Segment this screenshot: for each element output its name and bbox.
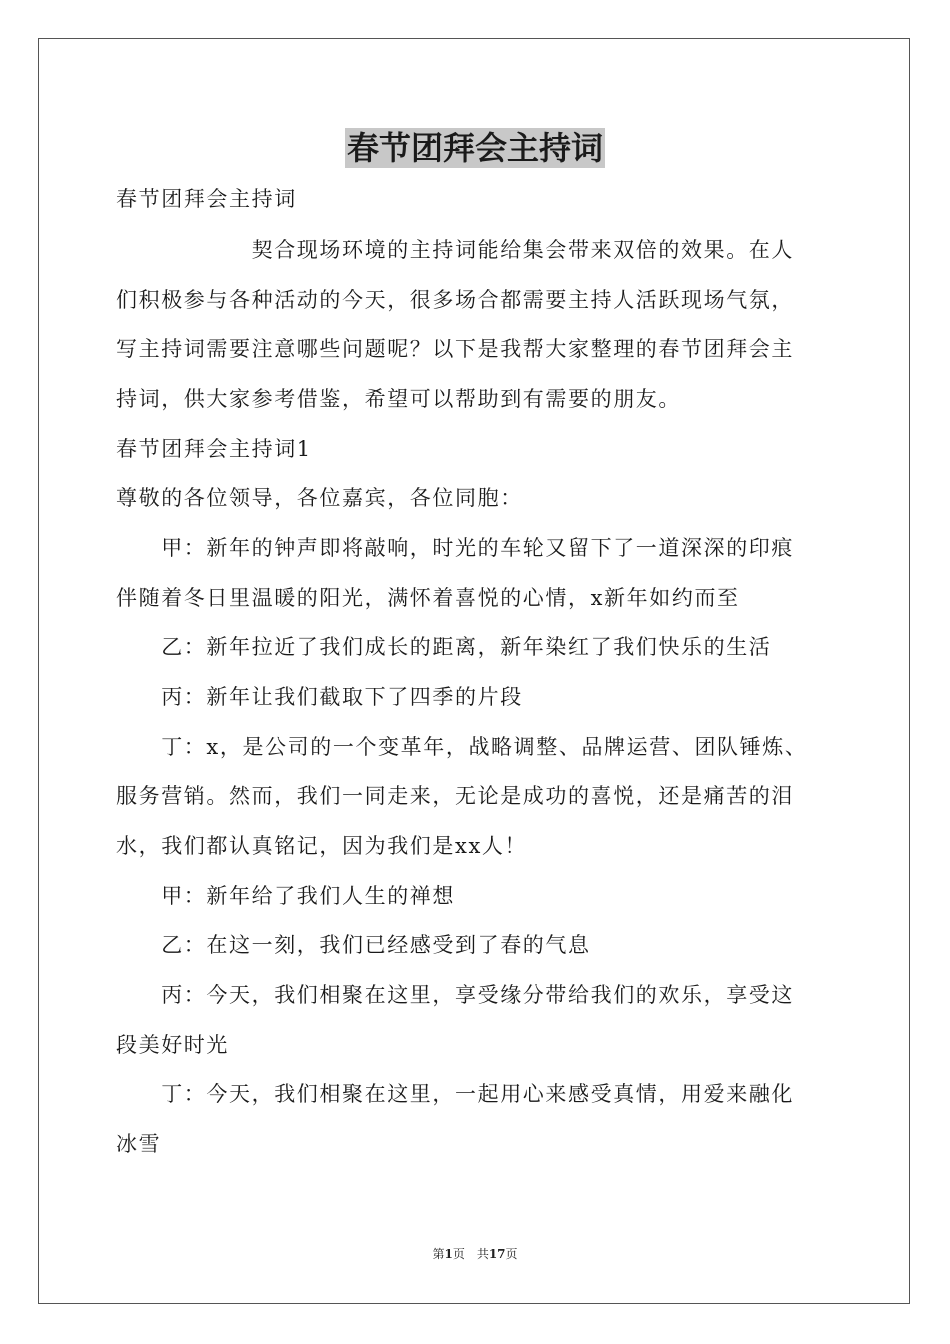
text-line: 丙：今天，我们相聚在这里，享受缘分带给我们的欢乐，享受这	[116, 983, 794, 1007]
text-line: 尊敬的各位领导，各位嘉宾，各位同胞：	[116, 486, 523, 510]
text-line: 写主持词需要注意哪些问题呢？以下是我帮大家整理的春节团拜会主	[116, 337, 794, 361]
text-line: 丙：新年让我们截取下了四季的片段	[116, 685, 523, 709]
text-line: 甲：新年给了我们人生的禅想	[116, 884, 455, 908]
text-line: 乙：新年拉近了我们成长的距离，新年染红了我们快乐的生活	[116, 635, 772, 659]
text-line: 们积极参与各种活动的今天，很多场合都需要主持人活跃现场气氛，	[116, 288, 794, 312]
text-line: 乙：在这一刻，我们已经感受到了春的气息	[116, 933, 591, 957]
footer-total-suffix: 页	[505, 1247, 518, 1261]
document-title: 春节团拜会主持词	[346, 129, 603, 167]
text-line: 持词，供大家参考借鉴，希望可以帮助到有需要的朋友。	[116, 387, 681, 411]
title-container	[0, 128, 950, 168]
page-border	[38, 38, 910, 1304]
text-line: 甲：新年的钟声即将敲响，时光的车轮又留下了一道深深的印痕	[116, 536, 794, 560]
footer-page-prefix: 第	[432, 1247, 445, 1261]
text-line: 伴随着冬日里温暖的阳光，满怀着喜悦的心情，x新年如约而至	[116, 586, 740, 610]
text-line: 契合现场环境的主持词能给集会带来双倍的效果。在人	[116, 238, 794, 262]
footer-page-number: 1	[444, 1247, 453, 1261]
text-line: 春节团拜会主持词	[116, 187, 297, 211]
footer-total-pages: 17	[488, 1247, 506, 1261]
text-line: 服务营销。然而，我们一同走来，无论是成功的喜悦，还是痛苦的泪	[116, 784, 794, 808]
section-heading: 春节团拜会主持词1	[116, 437, 312, 461]
text-line: 丁：今天，我们相聚在这里，一起用心来感受真情，用爱来融化	[116, 1082, 794, 1106]
footer-page-suffix: 页 共	[452, 1247, 489, 1261]
text-line: 水，我们都认真铭记，因为我们是xx人！	[116, 834, 528, 858]
page-footer	[0, 1246, 950, 1262]
text-line: 段美好时光	[116, 1033, 229, 1057]
text-line: 冰雪	[116, 1132, 162, 1156]
text-line: 丁：x，是公司的一个变革年，战略调整、品牌运营、团队锤炼、	[116, 735, 808, 759]
